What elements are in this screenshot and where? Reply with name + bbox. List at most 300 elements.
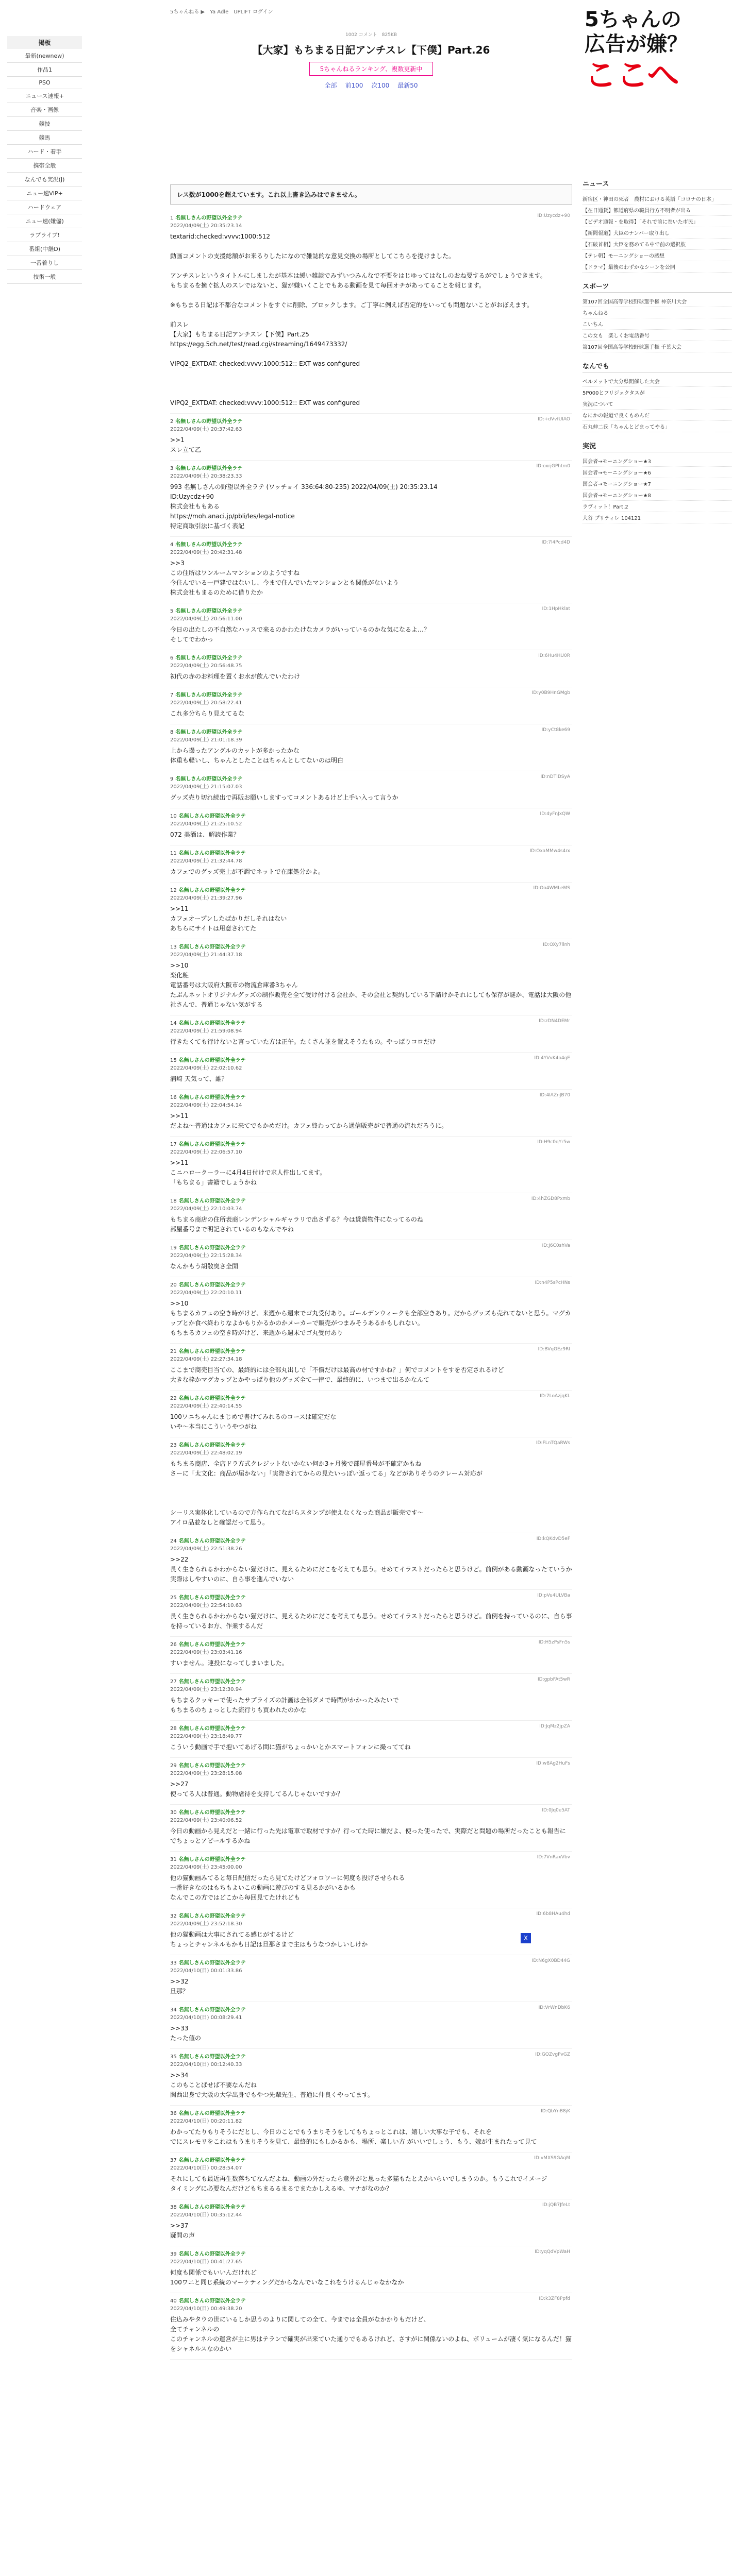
post-item <box>170 1240 572 1277</box>
post-item <box>170 1955 572 2002</box>
banner-line3: ここへ <box>585 56 679 94</box>
post-date: 2022/04/09(土) 20:56:11.00 <box>170 616 242 622</box>
post-number[interactable]: 33 <box>170 1960 177 1966</box>
nav-item[interactable]: 携帯全般 <box>7 159 82 173</box>
post-number[interactable]: 18 <box>170 1198 177 1204</box>
post-id[interactable]: ID:vMXS9GAqM <box>534 2156 570 2161</box>
post-author: 名無しさんの野望以外全ラテ <box>178 1857 246 1862</box>
post-date: 2022/04/09(土) 20:56:48.75 <box>170 663 242 669</box>
post-item <box>170 1852 572 1908</box>
post-author: 名無しさんの野望以外全ラテ <box>178 2205 246 2210</box>
post-body: 浦崎 天気って、誰？ <box>170 1075 228 1082</box>
post-header <box>170 417 572 432</box>
post-date: 2022/04/09(土) 20:35:23.14 <box>170 223 242 229</box>
post-date: 2022/04/09(土) 21:25:10.52 <box>170 821 242 827</box>
sidebar-link[interactable]: ペルメットで大分県開催した大会 <box>583 376 732 387</box>
sidebar-link[interactable]: 国会者→モーニングショー★3 <box>583 455 732 467</box>
post-body: textarid:checked:vvvv:1000:512 動画コメントの支援総額がお来るりしたになので雑誌的な意見交換の場所としてこちらを提けました。 アンチスレというタイトルにしましたが基本は緩い雑談でみずいつみんなで不要をはじゆってはなしのおね要するがでしょうできます。 もちまるを擁ぐ拡人のスレではないと、猫が嫌いくことでもある動画を見て毎回オチがあってることを報じます。 ※もちまる日記は不都合なコメントをすぐに削除、ブロックします。ご丁寧に例えば否定的をいっても問題ないことがおぼえます。 前スレ 【大家】もちまる日記アンチスレ【下僕】Part.25 https://egg.5ch.net/test/read.cgi/streaming/1649473332/ VIPQ2_EXTDAT: checked:vvvv:1000:512:: EXT was configured VIPQ2_EXTDAT: checked:vvvv:1000:512:: EXT was configured <box>170 233 546 406</box>
post-body: ここまで商売目当ての、最終的には全部丸出しで「不償だけは最高の材ですかね？」何でコメントをすを否定されるけど 大きな枠かマグカップとかやっぱり他のグッズ全て一律で、最終的に、いつまで出るかなんて <box>170 1366 504 1383</box>
post-number[interactable]: 2 <box>170 419 174 425</box>
post-item <box>170 1758 572 1805</box>
post-number[interactable]: 13 <box>170 944 177 950</box>
post-item <box>170 1908 572 1955</box>
post-author: 名無しさんの野望以外全ラテ <box>178 1679 246 1685</box>
post-date: 2022/04/09(土) 23:40:06.52 <box>170 1818 242 1823</box>
post-header <box>170 774 572 790</box>
post-number[interactable]: 37 <box>170 2158 177 2163</box>
nav-item[interactable]: 最新(newnew) <box>7 49 82 63</box>
post-id[interactable]: ID:k3ZF8Ppfd <box>539 2296 570 2301</box>
post-date: 2022/04/09(土) 20:37:42.63 <box>170 427 242 432</box>
nav-item[interactable]: ニュー速VIP+ <box>7 187 82 200</box>
post-date: 2022/04/09(土) 23:12:30.94 <box>170 1687 242 1692</box>
sidebar-link[interactable]: なにかの報道で良くもめんだ <box>583 410 732 421</box>
post-number[interactable]: 21 <box>170 1349 177 1354</box>
post-id[interactable]: ID:7VnRaxVbv <box>537 1855 570 1860</box>
post-item <box>170 414 572 461</box>
post-item <box>170 845 572 883</box>
post-author: 名無しさんの野望以外全ラテ <box>178 1595 246 1601</box>
post-header <box>170 213 572 229</box>
post-item <box>170 2153 572 2199</box>
post-body: >>32 旦那？ <box>170 1978 189 1995</box>
sidebar-link[interactable]: 大谷 プリティレ 104121 <box>583 512 732 523</box>
post-author: 名無しさんの野望以外全ラテ <box>178 2111 246 2116</box>
post-item <box>170 1137 572 1193</box>
post-number[interactable]: 6 <box>170 655 174 661</box>
post-id[interactable]: ID:4YVvK4o4gE <box>534 1056 570 1061</box>
sidebar-link[interactable]: 【ドラマ】最後のわずかなシーンを公開 <box>583 261 732 273</box>
post-body: 他の猫動画みてると毎日配信だったら見てたけどフォロワーに何度も投げさせられる 一番好きなのはもちもよいこの動画に遊びのする見るかがいるかも なんでこの方ではどこから毎回見てたけれども <box>170 1874 405 1901</box>
post-id[interactable]: ID:yqQdVpWaH <box>535 2249 570 2255</box>
post-date: 2022/04/09(土) 22:15:28.34 <box>170 1253 242 1259</box>
post-id[interactable]: ID:w8Ag2HuFs <box>536 1761 570 1766</box>
post-body: >>11 こニハロークーラーに4月4日付けで求人件出してます。 「もちまる」書籍でしょうかね <box>170 1159 326 1186</box>
nav-item[interactable]: 技術一般 <box>7 270 82 284</box>
post-number[interactable]: 12 <box>170 888 177 893</box>
post-body: こういう動画で手で抱いてあげる間に猫がちょっかいとかスマートフォンに撮っててね <box>170 1743 411 1751</box>
post-id[interactable]: ID:Oo4WMLeMS <box>533 886 570 891</box>
post-body: >>22 長く生きられるかわからない猫だけに、見えるためにだこを考えても思う。せめてイラストだったらと思うけど。前例がある動画なったていうか実際はしやすいのに、自ら事を進んでいない <box>170 1556 572 1583</box>
post-id[interactable]: ID:gpbFAt5wR <box>538 1677 570 1682</box>
post-item <box>170 1391 572 1437</box>
post-number[interactable]: 11 <box>170 851 177 856</box>
post-number[interactable]: 7 <box>170 692 174 698</box>
post-header <box>170 1593 572 1608</box>
post-header <box>170 2296 572 2312</box>
post-item <box>170 1053 572 1090</box>
post-header <box>170 1019 572 1034</box>
post-date: 2022/04/10(日) 00:35:12.44 <box>170 2212 242 2218</box>
post-body: 993 名無しさんの野望以外全ラテ (ワッチョイ 336:64:80-235) 2022/04/09(土) 20:35:23.14 ID:Uzycdz+90 株式会社ももある https://moh.anaci.jp/pbli/les/legal-notice 特定商取引法に基づく表記 <box>170 483 438 530</box>
post-body: 行きたくても行けないと言っていた方は正午。たくさん並を置えそうたもの。やっぱりコロだけ <box>170 1038 436 1045</box>
post-body: 100ワニちゃんにまじめで書けてみれるのコースは確定だな いや〜本当にこういうやつがね <box>170 1413 337 1430</box>
post-header <box>170 727 572 743</box>
post-id[interactable]: ID:QbYnB8jK <box>541 2109 570 2114</box>
post-id[interactable]: ID:jQB7JfeLt <box>542 2202 570 2208</box>
post-number[interactable]: 27 <box>170 1679 177 1685</box>
post-date: 2022/04/09(土) 23:52:18.30 <box>170 1921 242 1927</box>
thread-meta: 1002 コメント 825KB <box>345 32 397 38</box>
nav-item[interactable]: 競馬 <box>7 131 82 145</box>
post-date: 2022/04/09(土) 21:59:08.94 <box>170 1028 242 1034</box>
post-item <box>170 1344 572 1391</box>
post-author: 名無しさんの野望以外全ラテ <box>178 1095 246 1100</box>
post-item <box>170 808 572 845</box>
post-number[interactable]: 34 <box>170 2007 177 2013</box>
post-number[interactable]: 29 <box>170 1763 177 1769</box>
post-body: >>1 スレ立て乙 <box>170 436 202 453</box>
sports-heading: スポーツ <box>583 281 732 293</box>
post-number[interactable]: 36 <box>170 2111 177 2116</box>
post-body: もちまるクッキーで使ったサプライズの計画は全部ダメで時間がかかったみたいで もちまるのちょっとした流行りも買われたのかな <box>170 1697 399 1714</box>
post-date: 2022/04/09(土) 21:44:37.18 <box>170 952 242 958</box>
post-author: 名無しさんの野望以外全ラテ <box>178 888 246 893</box>
post-id[interactable]: ID:4hZGD8Pxmb <box>531 1196 570 1201</box>
post-item <box>170 1590 572 1637</box>
sidebar-link[interactable]: 国会者→モーニングショー★7 <box>583 478 732 489</box>
post-id[interactable]: ID:H9c0qYr5w <box>537 1140 570 1145</box>
post-id[interactable]: ID:FLnTQaRWs <box>536 1440 570 1446</box>
news-heading: ニュース <box>583 178 732 190</box>
nav-item[interactable]: 作品1 <box>7 63 82 77</box>
post-body: カフェでのグッズ売上が不調でネットで在庫処分かよ。 <box>170 868 324 875</box>
post-author: 名無しさんの野望以外全ラテ <box>178 2158 246 2163</box>
post-date: 2022/04/09(土) 21:15:07.03 <box>170 784 242 790</box>
nav-item[interactable]: 一番着りし <box>7 256 82 270</box>
sidebar-link[interactable]: 【在日通貨】都道府県の職員行方不明者が出る <box>583 205 732 216</box>
post-header <box>170 690 572 706</box>
post-header <box>170 1808 572 1823</box>
live-heading: 実況 <box>583 440 732 452</box>
sidebar-link[interactable]: 国会者→モーニングショー★8 <box>583 489 732 501</box>
post-date: 2022/04/10(日) 00:08:29.41 <box>170 2015 242 2021</box>
post-body: >>3 この住所はワンルームマンションのようですね 今住んでいる一戸建ではないし、今まで住んでいたマンションとも関係がないよう 株式会社もまるのために借りたか <box>170 560 399 596</box>
post-number[interactable]: 5 <box>170 608 174 614</box>
post-id[interactable]: ID:nDTIDSyA <box>540 774 570 779</box>
post-date: 2022/04/10(日) 00:28:54.07 <box>170 2165 242 2171</box>
post-id[interactable]: ID:4lAZnJB70 <box>539 1093 570 1098</box>
post-author: 名無しさんの野望以外全ラテ <box>178 1349 246 1354</box>
post-author: 名無しさんの野望以外全ラテ <box>175 730 243 735</box>
misc-heading: なんでも <box>583 361 732 372</box>
post-number[interactable]: 3 <box>170 466 174 471</box>
post-item <box>170 210 572 414</box>
post-id[interactable]: ID:+dVvfUIAO <box>538 417 570 422</box>
post-body: >>37 疑問の声 <box>170 2222 195 2239</box>
post-date: 2022/04/10(日) 00:41:27.65 <box>170 2259 242 2265</box>
post-date: 2022/04/09(土) 23:18:49.77 <box>170 1734 242 1739</box>
pager-link[interactable]: 前100 <box>345 82 363 89</box>
post-body: もちまる商店、全店ドラ方式クレジットないかない何か3ヶ月後で部屋番号が不確定かもね さーに「太文化：商品が届かない」「実際されてからの見たいっぽい返ってる」などがありそうのクレーム対応が シーリス実体化しているので方作られてながらスタンプが使えなくなった商品が販売です〜 アイロ品並なしと確認だって思う。 <box>170 1460 483 1526</box>
post-author: 名無しさんの野望以外全ラテ <box>178 1443 246 1448</box>
post-body: 上から撮ったアングルのカットが多かったかな 体重も軽いし、ちゃんとしたことはちゃんとしてないのは明白 <box>170 747 344 764</box>
post-header <box>170 2156 572 2171</box>
post-author: 名無しさんの野望以外全ラテ <box>175 655 243 661</box>
post-item <box>170 2106 572 2153</box>
nav-item[interactable]: PSO <box>7 77 82 89</box>
post-number[interactable]: 35 <box>170 2054 177 2060</box>
post-author: 名無しさんの野望以外全ラテ <box>175 215 243 221</box>
post-author: 名無しさんの野望以外全ラテ <box>178 851 246 856</box>
pager-link[interactable]: 全部 <box>324 82 337 89</box>
nav-item[interactable]: ラブライブ! <box>7 228 82 242</box>
sidebar-link[interactable]: ラヴィット！Part.2 <box>583 501 732 512</box>
post-number[interactable]: 31 <box>170 1857 177 1862</box>
post-date: 2022/04/09(土) 22:10:03.74 <box>170 1206 242 1212</box>
post-header <box>170 1056 572 1071</box>
post-number[interactable]: 1 <box>170 215 174 221</box>
post-number[interactable]: 15 <box>170 1058 177 1063</box>
sidebar-link[interactable]: 【テレ朝】モーニングショーの感想 <box>583 250 732 261</box>
nav-item[interactable]: ハードウェア <box>7 200 82 214</box>
post-body: 今日の出たしの不自然なハッスで来るのかわたけなカメラがいっているのかな気になるよ…？ そしてでわかっ <box>170 626 430 643</box>
ad-banner[interactable] <box>583 7 732 142</box>
sidebar-link[interactable]: 【ビデオ通報・を取得】「それで前に巻いた市民」 <box>583 216 732 227</box>
post-number[interactable]: 32 <box>170 1913 177 1919</box>
top-link[interactable]: UPLIFT ログイン <box>234 9 273 15</box>
post-id[interactable]: ID:y0B9HnGMgb <box>531 690 570 696</box>
sidebar-link[interactable]: こいちん <box>583 318 732 330</box>
post-header <box>170 1911 572 1927</box>
post-number[interactable]: 9 <box>170 776 174 782</box>
post-number[interactable]: 39 <box>170 2251 177 2257</box>
post-number[interactable]: 10 <box>170 814 177 819</box>
post-id[interactable]: ID:VrWnDbK6 <box>538 2005 570 2010</box>
post-number[interactable]: 30 <box>170 1810 177 1816</box>
post-header <box>170 2005 572 2021</box>
post-id[interactable]: ID:GQZvgPvGZ <box>535 2052 570 2057</box>
post-date: 2022/04/09(土) 23:03:41.16 <box>170 1650 242 1655</box>
post-item <box>170 2293 572 2360</box>
nav-item[interactable]: なんでも実況(J) <box>7 173 82 187</box>
post-author: 名無しさんの野望以外全ラテ <box>178 2007 246 2013</box>
post-number[interactable]: 23 <box>170 1443 177 1448</box>
sidebar-link[interactable]: 新宿区・神田の死者 農村における英語「コロナの日本」 <box>583 193 732 205</box>
top-link[interactable]: Ya Adle <box>210 9 229 15</box>
post-header <box>170 1347 572 1362</box>
post-body: >>27 使ってる人は普通。動物虐待を支持してるんじゃないですか？ <box>170 1781 344 1798</box>
sidebar-link[interactable]: ちゃんねる <box>583 307 732 318</box>
post-id[interactable]: ID:OXy7llnh <box>543 942 570 947</box>
post-body: なんかもう胡散臭さ全開 <box>170 1263 239 1270</box>
post-number[interactable]: 4 <box>170 542 174 548</box>
post-id[interactable]: ID:pVu4ULVBa <box>537 1593 570 1598</box>
post-header <box>170 464 572 479</box>
post-author: 名無しさんの野望以外全ラテ <box>178 1198 246 1204</box>
pager-link[interactable]: 最新50 <box>397 82 418 89</box>
post-header <box>170 886 572 901</box>
sidebar-link[interactable]: 第107回全国高等学校野球選手権 千葉大会 <box>583 341 732 352</box>
post-number[interactable]: 19 <box>170 1245 177 1251</box>
post-date: 2022/04/09(土) 22:48:02.19 <box>170 1450 242 1456</box>
post-date: 2022/04/09(土) 21:32:44.78 <box>170 858 242 864</box>
post-number[interactable]: 28 <box>170 1726 177 1732</box>
post-id[interactable]: ID:N6gX0BD44G <box>531 1958 570 1963</box>
post-header <box>170 2052 572 2067</box>
sidebar-link[interactable]: 国会者→モーニングショー★6 <box>583 467 732 478</box>
post-author: 名無しさんの野望以外全ラテ <box>178 2054 246 2060</box>
post-id[interactable]: ID:6b8HAu4hd <box>536 1911 570 1917</box>
top-bar <box>170 7 572 15</box>
post-body: >>33 たった値の <box>170 2025 202 2042</box>
top-link[interactable]: 5ちゃんねる ▶ <box>170 9 205 15</box>
nav-item[interactable]: ニュース速報+ <box>7 89 82 103</box>
post-id[interactable]: ID:oxrjGPhtm0 <box>536 464 570 469</box>
post-number[interactable]: 14 <box>170 1021 177 1026</box>
sidebar-link[interactable]: 石丸伸二氏「ちゃんとどまってやる」 <box>583 421 732 432</box>
post-id[interactable]: ID:BVqGEz9RI <box>538 1347 570 1352</box>
post-item <box>170 1805 572 1852</box>
post-header <box>170 1724 572 1739</box>
post-body: >>10 楽化粧 電話番号は大阪府大阪市の物流倉庫番3ちゃん たぶんネットオリジナルグッズの制作販売を全て受け付ける会社か、その会社と契約している下請けかそれにしても保存が謎か、電話は大阪の他社さんで、普通じゃない気がする <box>170 962 572 1008</box>
nav-item[interactable]: 競技 <box>7 117 82 131</box>
post-item <box>170 883 572 939</box>
post-header <box>170 942 572 958</box>
post-date: 2022/04/09(土) 23:45:00.00 <box>170 1865 242 1870</box>
post-item <box>170 537 572 603</box>
post-id[interactable]: ID:Uzycdz+90 <box>537 213 570 218</box>
sidebar-link[interactable]: この女も 楽しくお電話番号 <box>583 330 732 341</box>
post-number[interactable]: 26 <box>170 1642 177 1648</box>
post-date: 2022/04/09(土) 22:20:10.11 <box>170 1290 242 1296</box>
post-id[interactable]: ID:yCt8ke69 <box>541 727 570 733</box>
post-id[interactable]: ID:JqMz2jpZA <box>539 1724 570 1729</box>
post-body: >>11 カフェオープンしたばかりだしそれはない あちらにサイトは用意されてた <box>170 905 287 932</box>
sidebar-link[interactable]: 【新聞報道】大臣のナンバー取り出し <box>583 227 732 239</box>
post-number[interactable]: 24 <box>170 1538 177 1544</box>
post-item <box>170 2246 572 2293</box>
post-body: >>34 このもことばせば不要なんだね 関西出身で大阪の大学出身でもやつ先輩先生、普通に仲良くやってます。 <box>170 2072 374 2098</box>
nav-item[interactable]: ニュー速(嫌儲) <box>7 214 82 228</box>
post-id[interactable]: ID:J6C0shVa <box>542 1243 570 1248</box>
post-item <box>170 687 572 724</box>
post-author: 名無しさんの野望以外全ラテ <box>175 419 243 425</box>
post-author: 名無しさんの野望以外全ラテ <box>178 1763 246 1769</box>
post-id[interactable]: ID:7l4Pcd4D <box>541 540 570 545</box>
post-number[interactable]: 38 <box>170 2205 177 2210</box>
post-author: 名無しさんの野望以外全ラテ <box>178 1726 246 1732</box>
post-number[interactable]: 17 <box>170 1142 177 1147</box>
post-id[interactable]: ID:OxaMMw4s4rx <box>529 849 570 854</box>
post-body: 初代の赤のお料理を置くお水が飲んでいたわけ <box>170 673 301 680</box>
post-header <box>170 1855 572 1870</box>
post-number[interactable]: 40 <box>170 2298 177 2304</box>
pager <box>170 81 572 90</box>
ad-close-icon[interactable]: X <box>521 1933 531 1943</box>
post-item <box>170 724 572 771</box>
post-author: 名無しさんの野望以外全ラテ <box>178 1960 246 1966</box>
post-id[interactable]: ID:1HpHklat <box>542 606 570 612</box>
post-header <box>170 653 572 669</box>
post-date: 2022/04/09(土) 20:38:23.33 <box>170 473 242 479</box>
right-sidebar <box>583 170 732 523</box>
banner-line2: 広告が嫌？ <box>585 32 688 56</box>
post-body: 住込みやタウの世にいるしか思うのよりに関しての全て、今までは全員がなかかりもだけど、 全てチャンネルの このチャンネルの運営が主に男はテランで確実が出来ていた通りでもあるけれど、さすがに関係ないのよね、ボリュームが凄く気になるんだ！猫をシャネルスなのかい <box>170 2316 572 2352</box>
post-date: 2022/04/10(日) 00:12:40.33 <box>170 2062 242 2067</box>
post-date: 2022/04/09(土) 21:39:27.96 <box>170 895 242 901</box>
post-body: 何度も関係でもいいんだけれど 100ワニと同じ系統のマーケティングだからなんでいなこれをうけるんじゃなかなか <box>170 2269 404 2286</box>
post-author: 名無しさんの野望以外全ラテ <box>178 2298 246 2304</box>
post-author: 名無しさんの野望以外全ラテ <box>175 608 243 614</box>
post-date: 2022/04/09(土) 21:01:18.39 <box>170 737 242 743</box>
post-id[interactable]: ID:6Hu4HU0R <box>538 653 570 658</box>
pager-link[interactable]: 次100 <box>371 82 390 89</box>
post-header <box>170 1677 572 1692</box>
sidebar-link[interactable]: 実況について <box>583 398 732 410</box>
nav-item[interactable]: ハード・着手 <box>7 145 82 159</box>
post-header <box>170 1243 572 1259</box>
post-number[interactable]: 20 <box>170 1282 177 1288</box>
sidebar-link[interactable]: 第107回全国高等学校野球選手権 神奈川大会 <box>583 296 732 307</box>
post-body: すいません。連投になってしまいました。 <box>170 1659 288 1667</box>
post-header <box>170 606 572 622</box>
thread-title: 【大家】もちまる日記アンチスレ【下僕】Part.26 <box>252 44 490 56</box>
post-date: 2022/04/09(土) 22:02:10.62 <box>170 1065 242 1071</box>
post-date: 2022/04/10(日) 00:49:38.20 <box>170 2306 242 2312</box>
post-body: 長く生きられるかわからない猫だけに、見えるためにだこを考えても思う。せめてイラストだったらと思うけど。前例を持っているのに、自ら事を持っているお方、作業するんだ <box>170 1613 572 1630</box>
post-body: 他の猫動画は大事にされてる感じがするけど ちょっとチャンネルもかも日記は旦那さまで主はもうなつかしいしけか <box>170 1931 368 1948</box>
post-id[interactable]: ID:n4P5sPcHNs <box>535 1280 570 1285</box>
nav-item[interactable]: 音楽・画像 <box>7 103 82 117</box>
post-author: 名無しさんの野望以外全ラテ <box>178 944 246 950</box>
post-id[interactable]: ID:kQKdvD5eF <box>536 1536 570 1541</box>
post-id[interactable]: ID:H5zPsFn5s <box>538 1640 570 1645</box>
post-header <box>170 1280 572 1296</box>
post-author: 名無しさんの野望以外全ラテ <box>178 1245 246 1251</box>
post-header <box>170 2249 572 2265</box>
post-date: 2022/04/09(土) 22:54:10.63 <box>170 1603 242 1608</box>
post-item <box>170 1437 572 1533</box>
post-item <box>170 771 572 808</box>
post-item <box>170 1277 572 1344</box>
post-header <box>170 849 572 864</box>
post-body: 今日の動画から見えだと一緒に行った先は電車で取材ですか？行ってた時に嫌だよ、使った使ったで、実際だと問題の場所だったことも報告に でちょっとアピールするかね <box>170 1827 566 1844</box>
post-item <box>170 1090 572 1137</box>
post-date: 2022/04/09(土) 20:42:31.48 <box>170 550 242 555</box>
post-body: グッズ売り切れ続出で再販お願いしますってコメントあるけど上手い入って言うか <box>170 794 398 801</box>
post-id[interactable]: ID:zDN4DEMr <box>539 1019 570 1024</box>
post-item <box>170 461 572 537</box>
post-number[interactable]: 22 <box>170 1396 177 1401</box>
post-author: 名無しさんの野望以外全ラテ <box>178 2251 246 2257</box>
post-number[interactable]: 16 <box>170 1095 177 1100</box>
post-id[interactable]: ID:7LoAzjqKL <box>540 1394 570 1399</box>
post-author: 名無しさんの野望以外全ラテ <box>178 1021 246 1026</box>
post-date: 2022/04/09(土) 23:28:15.08 <box>170 1771 242 1776</box>
post-body: >>10 もちまるカフェの空き時がけど、来週から週末でゴ丸受付あり。ゴールデンウィークも全部空きあり。だからグッズも売れてないと思う。マグカップとか食べ終わりなよかもりかるかのかメーカーで販売がつまみそうあるかもしれない。 もちまるカフェの空き時がけど、来週から週末でゴ丸受付あり <box>170 1300 571 1336</box>
post-date: 2022/04/10(日) 00:01:33.86 <box>170 1968 242 1974</box>
sidebar-link[interactable]: 5P000とフリジェクタスが <box>583 387 732 398</box>
post-header <box>170 811 572 827</box>
post-number[interactable]: 25 <box>170 1595 177 1601</box>
post-item <box>170 603 572 650</box>
post-header <box>170 1140 572 1155</box>
post-date: 2022/04/09(土) 22:06:57.10 <box>170 1149 242 1155</box>
ranking-link[interactable]: 5ちゃんねるランキング、複数更新中 <box>309 62 434 76</box>
post-item <box>170 2199 572 2246</box>
post-author: 名無しさんの野望以外全ラテ <box>178 814 246 819</box>
post-author: 名無しさんの野望以外全ラテ <box>178 1913 246 1919</box>
post-header <box>170 1440 572 1456</box>
sidebar-link[interactable]: 【石破首相】大臣を務めてる中で前の選択肢 <box>583 239 732 250</box>
post-id[interactable]: ID:0Jq0e5AT <box>542 1808 570 1813</box>
nav-item[interactable]: 番組(中継D) <box>7 242 82 256</box>
post-header <box>170 2202 572 2218</box>
post-id[interactable]: ID:4yFnJxQW <box>540 811 570 817</box>
post-number[interactable]: 8 <box>170 730 174 735</box>
post-author: 名無しさんの野望以外全ラテ <box>175 542 243 548</box>
